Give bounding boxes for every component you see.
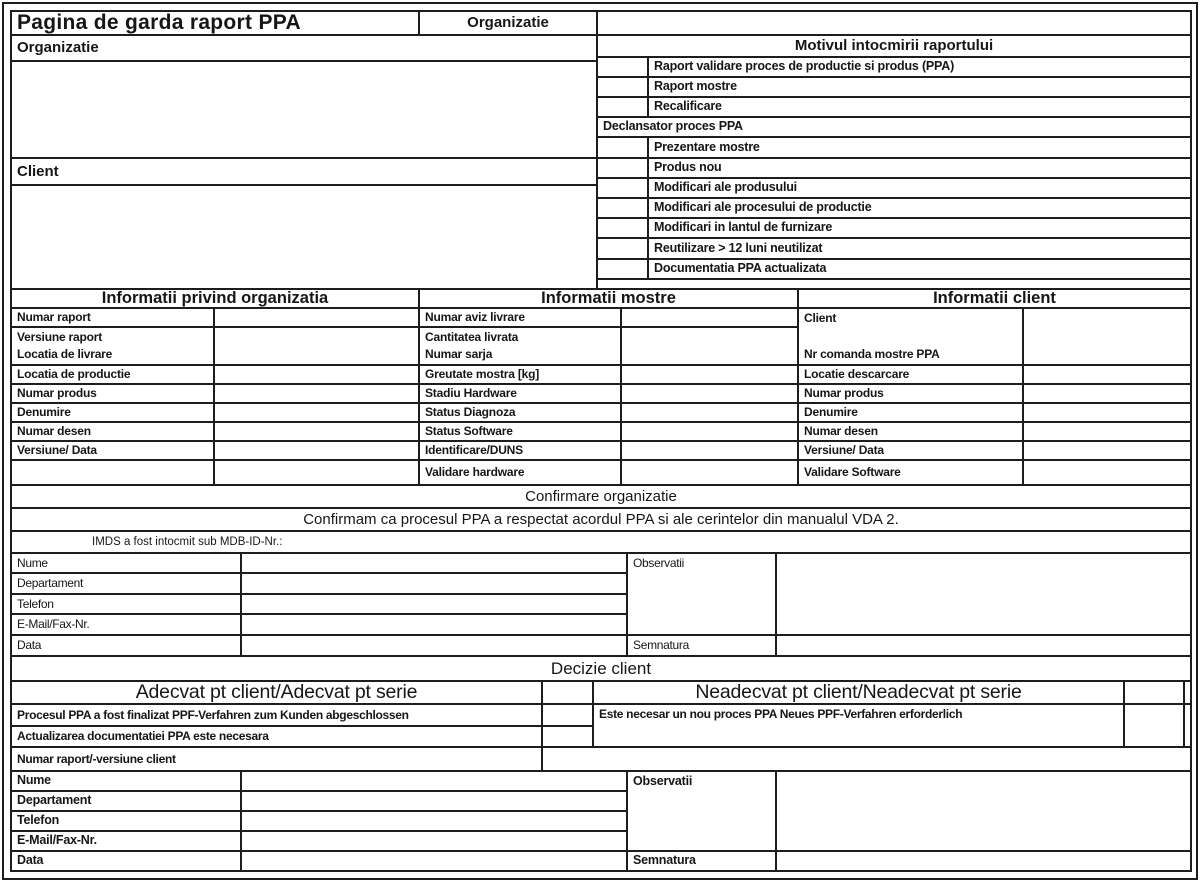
- numar-raport-client-input[interactable]: [541, 746, 1192, 772]
- field-label: Denumire: [10, 402, 215, 423]
- checkbox-modificari-proces[interactable]: [596, 197, 649, 219]
- org-departament-input[interactable]: [240, 572, 628, 595]
- org-nume-input[interactable]: [240, 552, 628, 574]
- info-mostre-title: Informatii mostre: [418, 288, 799, 309]
- checkbox-documentatia-actualizata[interactable]: [596, 258, 649, 280]
- client-label: Client: [10, 157, 598, 186]
- motivul-item-label: Modificari ale produsului: [647, 177, 1192, 199]
- stadiu-hardware-input[interactable]: [620, 383, 799, 404]
- cantitate-sarja-input[interactable]: [620, 326, 799, 366]
- denumire-input[interactable]: [213, 402, 420, 423]
- neadecvat-note: Este necesar un nou proces PPA Neues PPF-Verfahren erforderlich: [592, 703, 1125, 748]
- field-label: Numar aviz livrare: [418, 307, 622, 328]
- client-numar-desen-input[interactable]: [1022, 421, 1192, 442]
- versiune-livrare-input[interactable]: [213, 326, 420, 366]
- motivul-item-label: Raport mostre: [647, 76, 1192, 98]
- page-title: Pagina de garda raport PPA: [10, 10, 420, 36]
- client-nume-input[interactable]: [240, 770, 628, 792]
- checkbox-modificari-produs[interactable]: [596, 177, 649, 199]
- field-label: Numar produs: [10, 383, 215, 404]
- identificare-duns-input[interactable]: [620, 440, 799, 461]
- organizatie-header-value[interactable]: [596, 10, 1192, 36]
- checkbox-proces-finalizat[interactable]: [541, 703, 594, 727]
- info-org-title: Informatii privind organizatia: [10, 288, 420, 309]
- field-label: E-Mail/Fax-Nr.: [10, 830, 242, 852]
- checkbox-produs-nou[interactable]: [596, 157, 649, 179]
- field-label: Numar produs: [797, 383, 1024, 404]
- field-label: [10, 326, 215, 366]
- org-observatii-input[interactable]: [775, 552, 1192, 636]
- field-label: Semnatura: [626, 634, 777, 657]
- field-label-line: Nr comanda mostre PPA: [804, 347, 940, 362]
- field-label: Locatia de productie: [10, 364, 215, 385]
- checkbox-modificari-lant[interactable]: [596, 217, 649, 239]
- imds-label: IMDS a fost intocmit sub MDB-ID-Nr.:: [10, 530, 1192, 554]
- motivul-item-label: Produs nou: [647, 157, 1192, 179]
- field-label: [797, 307, 1024, 366]
- field-label: Nume: [10, 770, 242, 792]
- field-label: Validare Software: [797, 459, 1024, 486]
- field-label: Status Software: [418, 421, 622, 442]
- motivul-item-label: Modificari ale procesului de productie: [647, 197, 1192, 219]
- motivul-item-label: Modificari in lantul de furnizare: [647, 217, 1192, 239]
- numar-produs-input[interactable]: [213, 383, 420, 404]
- motivul-item-label: Recalificare: [647, 96, 1192, 118]
- field-label: Identificare/DUNS: [418, 440, 622, 461]
- field-label: Departament: [10, 790, 242, 812]
- client-semnatura-input[interactable]: [775, 850, 1192, 872]
- decizie-title: Decizie client: [10, 655, 1192, 682]
- info-client-title: Informatii client: [797, 288, 1192, 309]
- org-email-input[interactable]: [240, 613, 628, 636]
- organizatie-header-cell: Organizatie: [418, 10, 598, 36]
- declansator-label: Declansator proces PPA: [596, 116, 1192, 138]
- org-telefon-input[interactable]: [240, 593, 628, 615]
- field-label: [418, 326, 622, 366]
- field-label: Semnatura: [626, 850, 777, 872]
- field-label: Denumire: [797, 402, 1024, 423]
- status-software-input[interactable]: [620, 421, 799, 442]
- field-label: Telefon: [10, 810, 242, 832]
- client-departament-input[interactable]: [240, 790, 628, 812]
- motivul-item-label: Raport validare proces de productie si produs (PPA): [647, 56, 1192, 78]
- versiune-data-input[interactable]: [213, 440, 420, 461]
- organizatie-label: Organizatie: [10, 34, 598, 62]
- field-label: Numar desen: [797, 421, 1024, 442]
- checkbox-nou-proces[interactable]: [1123, 703, 1185, 748]
- edge-sliver-cell: [1183, 703, 1192, 748]
- greutate-input[interactable]: [620, 364, 799, 385]
- edge-sliver-cell: [1183, 680, 1192, 705]
- field-label: Actualizarea documentatiei PPA este necesara: [10, 725, 543, 748]
- confirmare-statement: Confirmam ca procesul PPA a respectat acordul PPA si ale cerintelor din manualul VDA 2.: [10, 507, 1192, 532]
- checkbox-adecvat[interactable]: [541, 680, 594, 705]
- locatie-descarcare-input[interactable]: [1022, 364, 1192, 385]
- checkbox-neadecvat[interactable]: [1123, 680, 1185, 705]
- field-label-line: Versiune raport: [17, 330, 103, 344]
- field-label: Locatie descarcare: [797, 364, 1024, 385]
- field-label: Greutate mostra [kg]: [418, 364, 622, 385]
- client-data-input[interactable]: [240, 850, 628, 872]
- client-denumire-input[interactable]: [1022, 402, 1192, 423]
- field-label-line: Cantitatea livrata: [425, 330, 519, 344]
- field-label: Telefon: [10, 593, 242, 615]
- neadecvat-header: Neadecvat pt client/Neadecvat pt serie: [592, 680, 1125, 705]
- validare-software-input[interactable]: [1022, 459, 1192, 486]
- motivul-item-label: Prezentare mostre: [647, 136, 1192, 159]
- motivul-item-label: Reutilizare > 12 luni neutilizat: [647, 237, 1192, 260]
- motivul-item-label: Documentatia PPA actualizata: [647, 258, 1192, 280]
- locatia-productie-input[interactable]: [213, 364, 420, 385]
- checkbox-actualizare-necesara[interactable]: [541, 725, 594, 748]
- checkbox-raport-mostre[interactable]: [596, 76, 649, 98]
- field-label: Departament: [10, 572, 242, 595]
- validare-hardware-input[interactable]: [620, 459, 799, 486]
- field-label: Data: [10, 850, 242, 872]
- field-label: Nume: [10, 552, 242, 574]
- org-data-input[interactable]: [240, 634, 628, 657]
- field-label-line: Client: [804, 311, 837, 325]
- field-label: Observatii: [626, 770, 777, 852]
- field-label: Validare hardware: [418, 459, 622, 486]
- client-email-input[interactable]: [240, 830, 628, 852]
- empty-label-cell: [10, 459, 215, 486]
- status-diagnoza-input[interactable]: [620, 402, 799, 423]
- field-label: Stadiu Hardware: [418, 383, 622, 404]
- field-label-line: Locatia de livrare: [17, 347, 113, 362]
- empty-value-cell[interactable]: [213, 459, 420, 486]
- field-label: Versiune/ Data: [10, 440, 215, 461]
- client-comanda-input[interactable]: [1022, 307, 1192, 366]
- client-numar-produs-input[interactable]: [1022, 383, 1192, 404]
- client-telefon-input[interactable]: [240, 810, 628, 832]
- client-details-input[interactable]: [10, 184, 598, 290]
- field-label: Numar raport/-versiune client: [10, 746, 543, 772]
- org-semnatura-input[interactable]: [775, 634, 1192, 657]
- checkbox-raport-validare[interactable]: [596, 56, 649, 78]
- field-label: E-Mail/Fax-Nr.: [10, 613, 242, 636]
- client-versiune-data-input[interactable]: [1022, 440, 1192, 461]
- checkbox-prezentare-mostre[interactable]: [596, 136, 649, 159]
- field-label: Numar desen: [10, 421, 215, 442]
- organizatie-details-input[interactable]: [10, 60, 598, 159]
- checkbox-recalificare[interactable]: [596, 96, 649, 118]
- confirmare-title: Confirmare organizatie: [10, 484, 1192, 509]
- numar-raport-input[interactable]: [213, 307, 420, 328]
- field-label: Status Diagnoza: [418, 402, 622, 423]
- numar-aviz-input[interactable]: [620, 307, 799, 328]
- field-label: Data: [10, 634, 242, 657]
- field-label: Procesul PPA a fost finalizat PPF-Verfahren zum Kunden abgeschlossen: [10, 703, 543, 727]
- checkbox-reutilizare[interactable]: [596, 237, 649, 260]
- adecvat-header: Adecvat pt client/Adecvat pt serie: [10, 680, 543, 705]
- field-label: Numar raport: [10, 307, 215, 328]
- client-observatii-input[interactable]: [775, 770, 1192, 852]
- motivul-section-title: Motivul intocmirii raportului: [596, 34, 1192, 58]
- numar-desen-input[interactable]: [213, 421, 420, 442]
- field-label: Versiune/ Data: [797, 440, 1024, 461]
- field-label: Observatii: [626, 552, 777, 636]
- field-label-line: Numar sarja: [425, 347, 493, 362]
